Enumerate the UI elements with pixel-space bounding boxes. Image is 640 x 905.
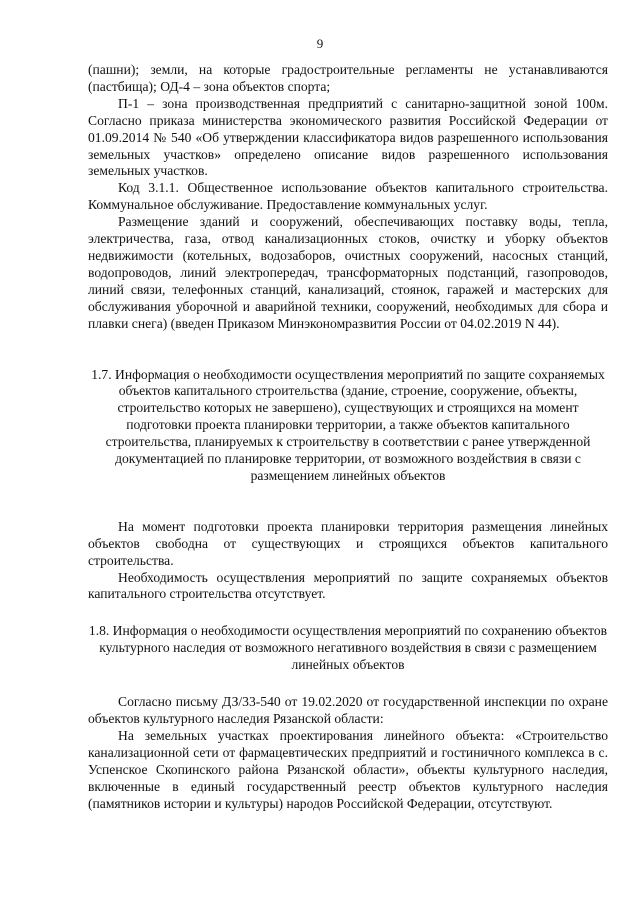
section-1-8-paragraph: Согласно письму ДЗ/33-540 от 19.02.2020 от государственной инспекции по охране объектов культурного наследия Рязанской области: [88, 694, 608, 726]
section-1-8-paragraph: На земельных участках проектирования линейного объекта: «Строительство канализационной сети от фармацевтических предприятий и гостиничного комплекса в с. Успенское Скопинского района Рязанской области», объекты культурного наследия, включенные в единый государственный реестр объектов культурного наследия (памятников истории и культуры) народов Российской Федерации, отсутствуют. [88, 727, 608, 811]
paragraph-zone-p1: П-1 – зона производственная предприятий с санитарно-защитной зоной 100м. Согласно приказа министерства экономического развития Российской Федерации от 01.09.2014 № 540 «Об утверждении классификатора видов разрешенного использования земельных участков» определено описание видов разрешенного использования земельных участков. [88, 95, 608, 179]
section-1-7-paragraph: На момент подготовки проекта планировки территория размещения линейных объектов свободна от существующих и строящихся объектов капитального строительства. [88, 518, 608, 568]
section-spacer [88, 674, 608, 694]
section-1-7-paragraph: Необходимость осуществления мероприятий по защите сохраняемых объектов капитального строительства отсутствует. [88, 569, 608, 602]
page-number: 9 [316, 36, 324, 51]
section-heading-1-7: 1.7. Информация о необходимости осуществления мероприятий по защите сохраняемых объектов капитального строительства (здание, строение, сооружение, объекты, строительство которых не завершено), существующих и строящихся на момент подготовки проекта планировки территории, а также объектов капитального строительства, планируемых к строительству в соответствии с ранее утвержденной документацией по планировке территории, от возможного воздействия в связи с размещением линейных объектов [91, 366, 605, 483]
section-spacer [88, 485, 608, 519]
paragraph-code-311: Код 3.1.1. Общественное использование объектов капитального строительства. Коммунальное обслуживание. Предоставление коммунальных услуг. [88, 180, 608, 213]
document-body [88, 62, 608, 812]
section-spacer [88, 333, 608, 367]
paragraph-continued: (пашни); земли, на которые градостроительные регламенты не устанавливаются (пастбища); ОД-4 – зона объектов спорта; [88, 62, 608, 94]
section-spacer [88, 603, 608, 623]
paragraph-placement-description: Размещение зданий и сооружений, обеспечивающих поставку воды, тепла, электричества, газа, отвод канализационных стоков, очистку и уборку объектов недвижимости (котельных, водозаборов, очистных сооружений, насосных станций, водопроводов, линий электропередач, трансформаторных подстанций, газопроводов, линий связи, телефонных станций, канализаций, стоянок, гаражей и мастерских для обслуживания уборочной и аварийной техники, сооружений, необходимых для сбора и плавки снега) (введен Приказом Минэкономразвития России от 04.02.2019 N 44). [88, 214, 608, 331]
section-heading-1-8: 1.8. Информация о необходимости осуществления мероприятий по сохранению объектов культурного наследия от возможного негативного воздействия в связи с размещением линейных объектов [88, 623, 608, 673]
